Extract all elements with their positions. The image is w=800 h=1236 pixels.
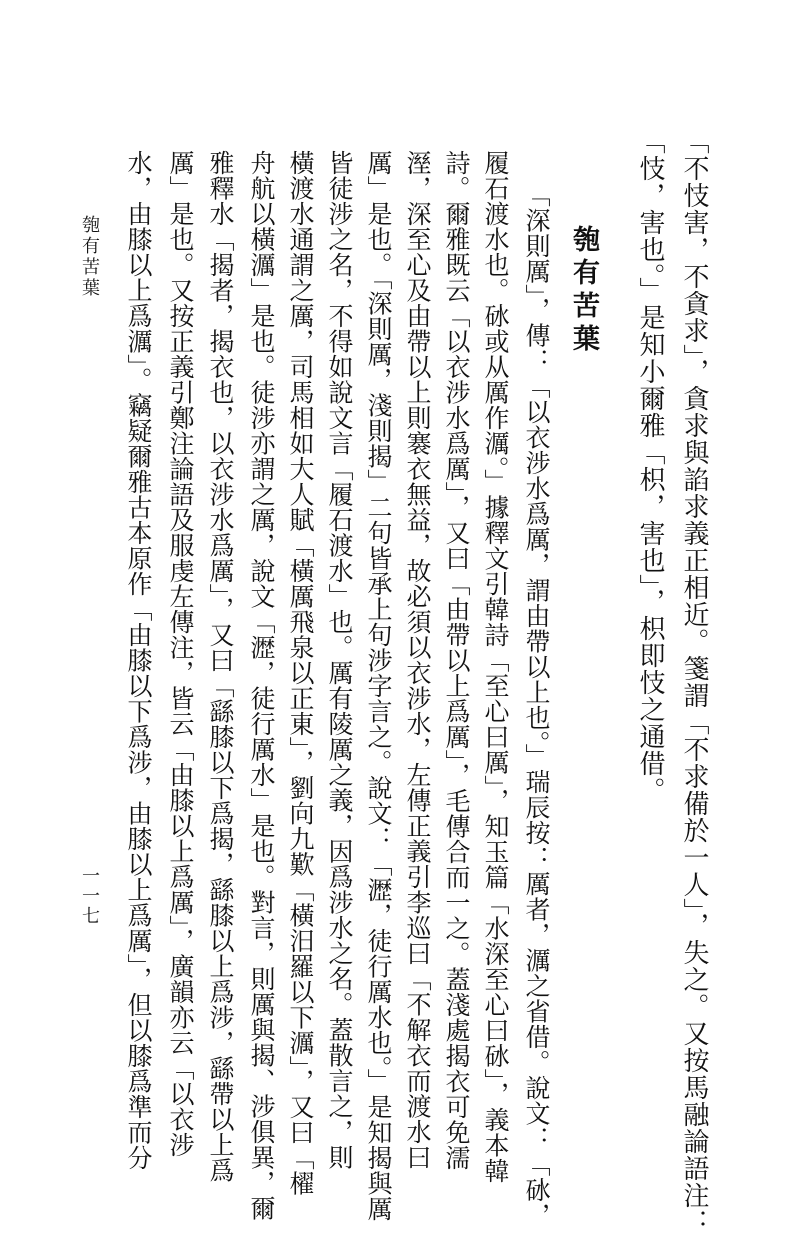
text-column-6: 溼，深至心及由帶以上則褰衣無益，故必須以衣涉水，左傳正義引李巡曰「不解衣而渡水曰 <box>403 150 432 1170</box>
text-column-11: 雅釋水「揭者，揭衣也，以衣涉水爲厲」，又曰「繇膝以下爲揭，繇膝以上爲涉，繇帶以上爲 <box>206 150 235 1183</box>
section-heading: 匏有苦葉 <box>568 225 599 357</box>
text-column-5: 詩。爾雅既云「以衣涉水爲厲」，又曰「由帶以上爲厲」，毛傳合而一之。蓋淺處揭衣可免濡 <box>442 150 471 1171</box>
text-column-2: 「忮，害也。」是知小爾雅「枳，害也」，枳即忮之通借。 <box>635 128 665 804</box>
text-column-13: 水，由膝以上爲濿」。竊疑爾雅古本原作「由膝以下爲涉，由膝以上爲厲」，但以膝爲準而分 <box>124 150 153 1171</box>
text-column-3: 「深則厲」，傳：「以衣涉水爲厲，謂由帶以上也。」瑞辰按：厲者，濿之省借。說文：「砅， <box>522 182 551 1228</box>
text-column-7: 厲」是也。「深則厲，淺則揭」二句皆承上句涉字言之。說文：「𤁋，徒行厲水也。」是知揭與厲 <box>364 150 393 1222</box>
page-number: 一一七 <box>79 866 100 926</box>
running-head: 匏有苦葉 <box>79 215 100 299</box>
text-column-4: 履石渡水也。砅或从厲作濿。」據釋文引韓詩「至心曰厲」，知玉篇「水深至心曰砅」，義本韓 <box>481 150 510 1184</box>
text-column-8: 皆徒涉之名，不得如說文言「履石渡水」也。厲有陵厲之義，因爲涉水之名。蓋散言之，則 <box>325 150 354 1170</box>
text-column-10: 舟航以橫濿」是也。徒涉亦謂之厲，說文「𤁋，徒行厲水」是也。對言，則厲與揭、涉俱異，爾 <box>247 150 276 1221</box>
text-column-12: 厲」是也。又按正義引鄭注論語及服虔左傳注，皆云「由膝以上爲厲」，廣韻亦云「以衣涉 <box>166 150 195 1158</box>
text-column-1: 「不忮害，不貪求」，貪求與諂求義正相近。箋謂「不求備於一人」，失之。又按馬融論語注： <box>679 128 709 1236</box>
text-column-9: 橫渡水通謂之厲，司馬相如大人賦「橫厲飛泉以正東」，劉向九歎「橫汨羅以下濿」，又曰「櫂 <box>286 150 315 1196</box>
